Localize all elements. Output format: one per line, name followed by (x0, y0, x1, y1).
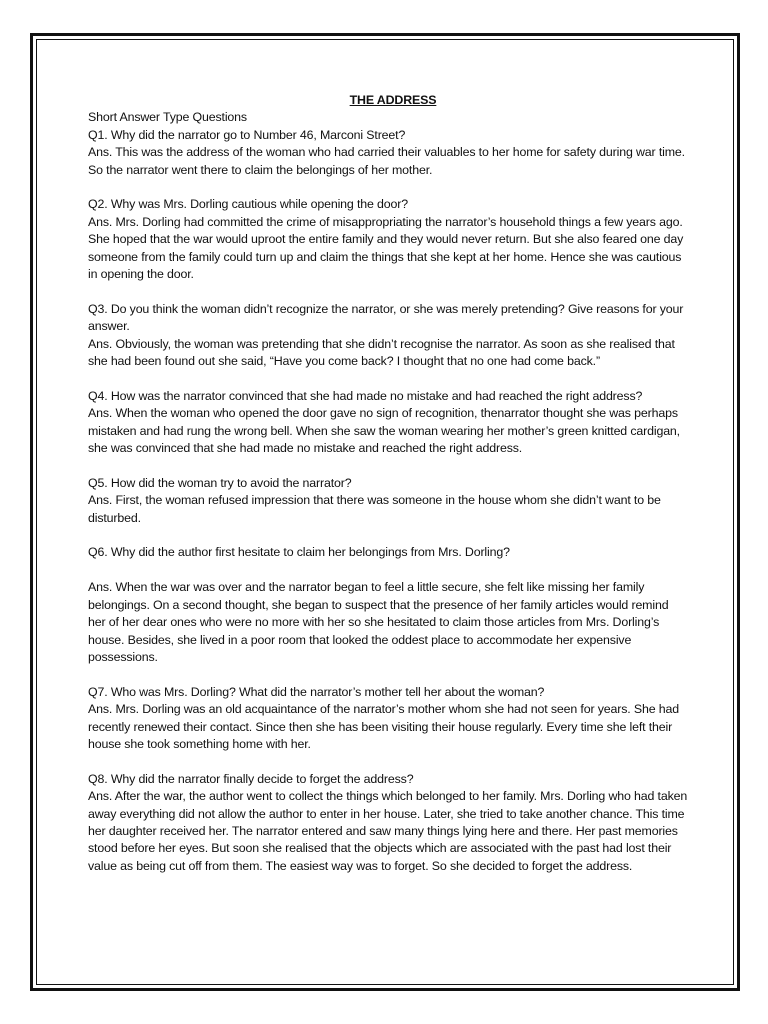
answer-7: Ans. Mrs. Dorling was an old acquaintance of the narrator’s mother whom she had not seen for years. She had recently renewed their contact. Since then she has been visiting their house regularly. Every time she left their house she took something home with her. (88, 702, 679, 751)
answer-3: Ans. Obviously, the woman was pretending that she didn’t recognise the narrator. As soon as she realised that she had been found out she said, “Have you come back? I thought that no one had come back.” (88, 336, 675, 369)
question-3: Q3. Do you think the woman didn’t recognize the narrator, or she was merely pretending? Give reasons for your answer. (88, 301, 684, 334)
qa-block-5 (88, 475, 688, 527)
qa-block-7 (88, 684, 688, 754)
answer-1: Ans. This was the address of the woman who had carried their valuables to her home for safety during war time. So the narrator went there to claim the belongings of her mother. (88, 145, 685, 177)
answer-4: Ans. When the woman who opened the door gave no sign of recognition, thenarrator thought she was perhaps mistaken and had rung the wrong bell. When she saw the woman wearing her mother’s green knitted cardigan, she was convinced that she had made no mistake and reached the right address. (88, 406, 680, 456)
qa-block-2 (88, 196, 688, 283)
qa-block-8 (88, 771, 688, 875)
question-5: Q5. How did the woman try to avoid the narrator? (88, 475, 352, 490)
document-subtitle: Short Answer Type Questions (88, 110, 247, 125)
answer-5: Ans. First, the woman refused impression that there was someone in the house whom she didn’t want to be disturbed. (88, 493, 661, 525)
qa-block-3 (88, 301, 688, 371)
answer-6: Ans. When the war was over and the narrator began to feel a little secure, she felt like missing her family belongings. On a second thought, she began to suspect that the presence of her family articles would remind her of her dear ones who were no more with her so she hesitated to claim those articles from Mrs. Dorling’s house. Besides, she lived in a poor room that looked the oddest place to accommodate her expensive possessions. (88, 580, 669, 664)
document-body (88, 92, 688, 893)
question-1: Q1. Why did the narrator go to Number 46, Marconi Street? (88, 127, 406, 142)
answer-8: Ans. After the war, the author went to collect the things which belonged to her family. Mrs. Dorling who had taken away everything did not allow the author to enter in her house. Later, she tried to take another chance. This time her daughter received her. The narrator entered and saw many things lying here and there. Her past memories stood before her eyes. But soon she realised that the objects which are associated with the past had lost their value as being cut off from them. The easiest way was to forget. So she decided to forget the address. (88, 789, 688, 873)
question-7: Q7. Who was Mrs. Dorling? What did the narrator’s mother tell her about the woman? (88, 684, 545, 699)
qa-block-6 (88, 544, 688, 666)
qa-block-4 (88, 388, 688, 458)
paragraph-gap (88, 562, 688, 579)
answer-2: Ans. Mrs. Dorling had committed the crime of misappropriating the narrator’s household things a few years ago. She hoped that the war would uproot the entire family and they would never return. But she also feared one day someone from the family could turn up and claim the things that she kept at her home. Hence she was cautious in opening the door. (88, 214, 684, 282)
question-4: Q4. How was the narrator convinced that she had made no mistake and had reached the right address? (88, 388, 643, 403)
document-title: THE ADDRESS (349, 93, 437, 107)
question-6: Q6. Why did the author first hesitate to claim her belongings from Mrs. Dorling? (88, 545, 510, 560)
qa-block-1 (88, 127, 688, 179)
question-8: Q8. Why did the narrator finally decide to forget the address? (88, 771, 414, 786)
question-2: Q2. Why was Mrs. Dorling cautious while opening the door? (88, 197, 408, 212)
